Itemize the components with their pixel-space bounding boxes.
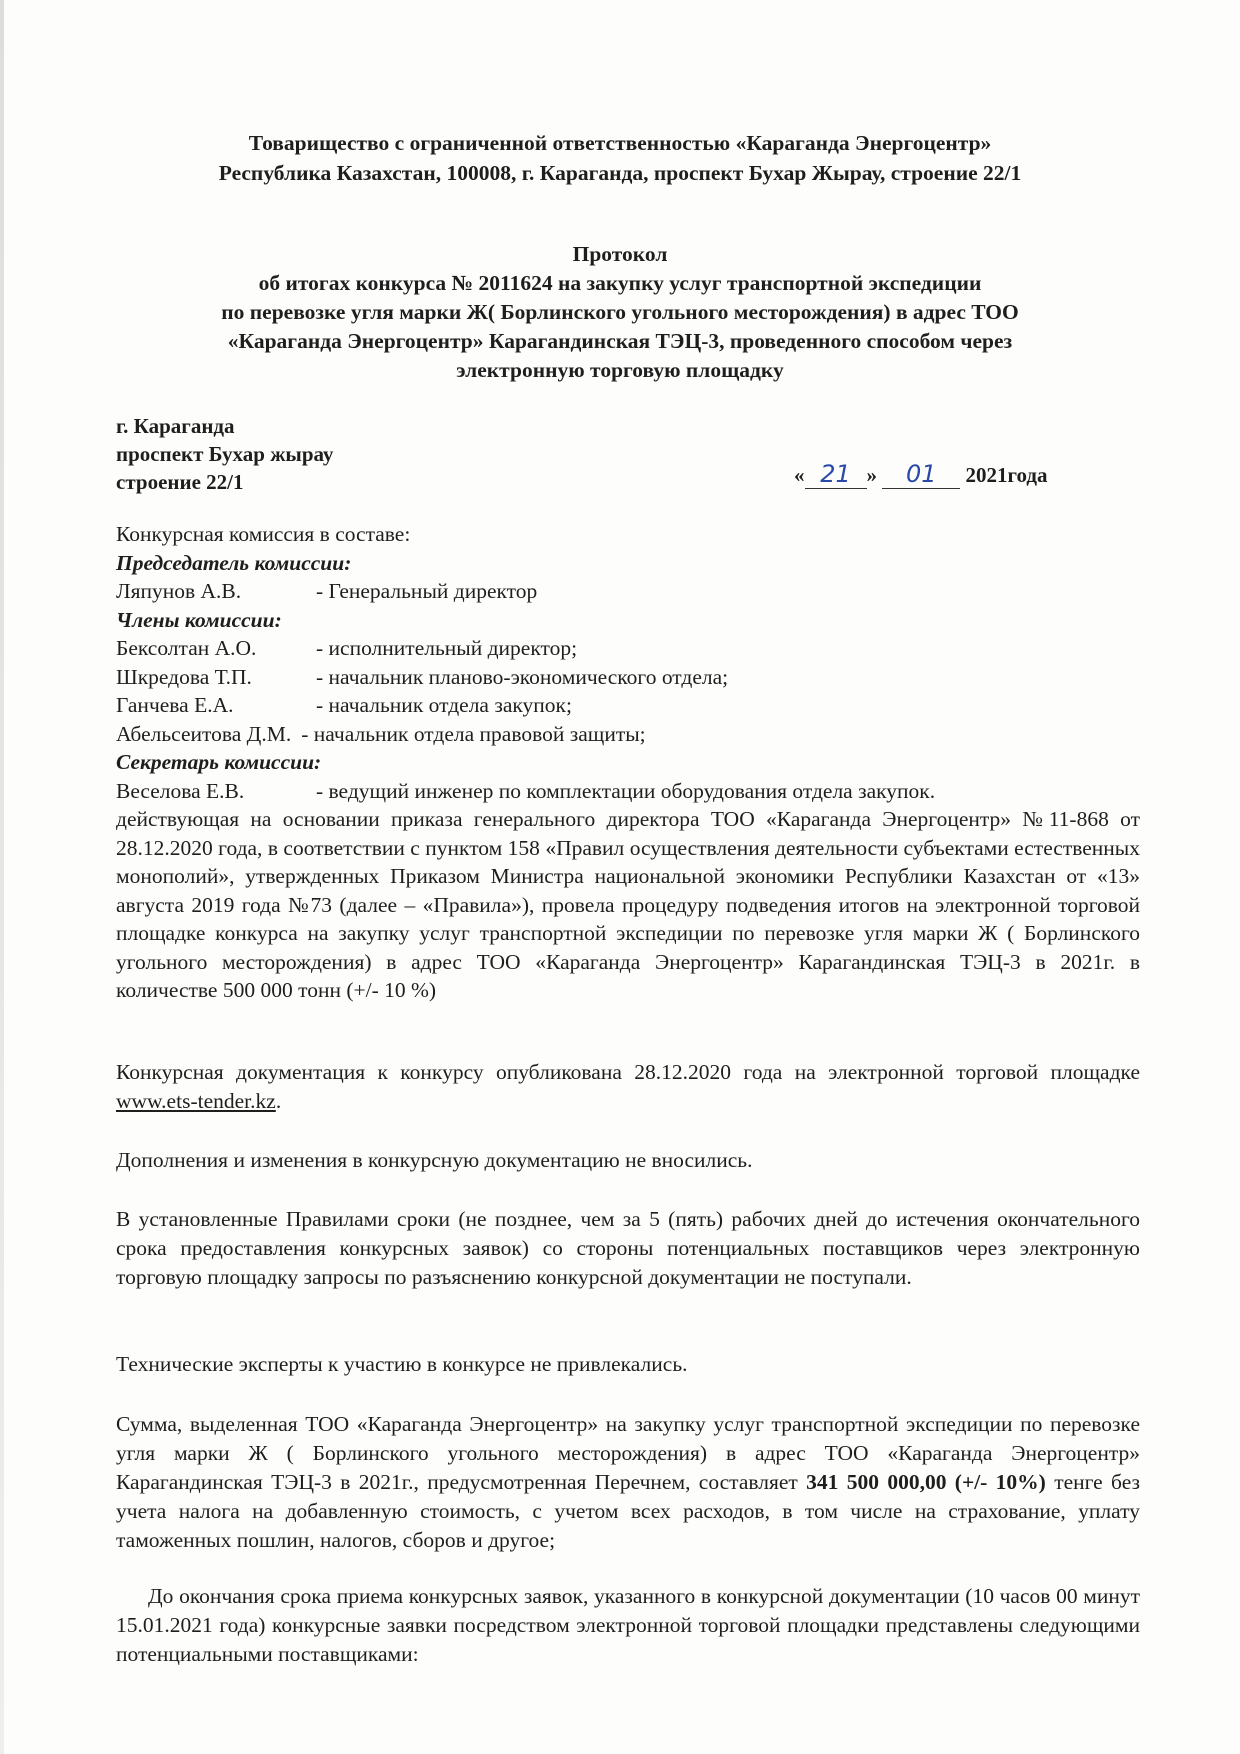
protocol-subtitle-line: электронную торговую площадку <box>456 358 784 382</box>
commission-intro: Конкурсная комиссия в составе: <box>116 522 411 546</box>
protocol-subtitle-line: об итогах конкурса № 2011624 на закупку услуг транспортной экспедиции <box>258 271 982 295</box>
member-name: Бексолтан А.О. <box>116 636 257 660</box>
protocol-heading <box>120 240 1120 385</box>
protocol-date <box>794 460 1048 489</box>
member-name: Ганчева Е.А. <box>116 693 234 717</box>
date-year: 2021года <box>965 463 1048 487</box>
member-role: - начальник отдела закупок; <box>316 693 572 717</box>
published-text: Конкурсная документация к конкурсу опубликована 28.12.2020 года на электронной торговой площадке <box>116 1060 1140 1084</box>
member-row <box>116 691 1140 720</box>
date-month: 01 <box>882 460 960 489</box>
place-block <box>116 412 333 496</box>
members-heading: Члены комиссии: <box>116 607 282 632</box>
secretary-role: - ведущий инженер по комплектации оборудования отдела закупок. <box>316 778 936 803</box>
requests-paragraph: В установленные Правилами сроки (не позднее, чем за 5 (пять) рабочих дней до истечения окончательного срока предоставления конкурсных заявок) со стороны потенциальных поставщиков через электронную торговую площадку запросы по разъяснению конкурсной документации не поступали. <box>116 1207 1140 1289</box>
org-address-line: Республика Казахстан, 100008, г. Караганда, проспект Бухар Жырау, строение 22/1 <box>218 161 1022 185</box>
member-role: - исполнительный директор; <box>316 636 578 660</box>
chair-row <box>116 577 1140 606</box>
chair-role: - Генеральный директор <box>316 579 538 603</box>
org-name-line: Товарищество с ограниченной ответственностью «Караганда Энергоцентр» <box>248 131 992 155</box>
sum-amount: 341 500 000,00 (+/- 10%) <box>806 1470 1046 1494</box>
secretary-heading: Секретарь комиссии: <box>116 750 322 774</box>
date-day: 21 <box>805 460 867 489</box>
place-city: г. Караганда <box>116 414 235 438</box>
sum-text-before: Сумма, выделенная ТОО «Караганда Энергоцентр» на закупку услуг транспортной экспедиции по перевозке угля марки Ж ( Борлинского угольного месторождения) в адрес ТОО «Караганда Энергоцентр» Карагандинская ТЭЦ-3 в 2021г., предусмотренная Перечнем, составляет <box>116 1412 1140 1494</box>
published-paragraph <box>116 1058 1140 1116</box>
protocol-title: Протокол <box>572 242 668 266</box>
sum-paragraph <box>116 1410 1140 1555</box>
protocol-subtitle-line: по перевозке угля марки Ж( Борлинского угольного месторождения) в адрес ТОО <box>221 300 1019 324</box>
member-row <box>116 663 1140 692</box>
chair-name: Ляпунов А.В. <box>116 579 242 603</box>
place-street: проспект Бухар жырау <box>116 442 334 466</box>
date-open-quote: « <box>794 463 805 487</box>
member-row <box>116 634 1140 663</box>
experts-paragraph: Технические эксперты к участию в конкурсе не привлекались. <box>116 1352 688 1376</box>
member-role: - начальник планово-экономического отдела; <box>316 664 729 689</box>
member-row <box>116 720 1140 749</box>
chair-heading: Председатель комиссии: <box>116 550 352 575</box>
member-name: Шкредова Т.П. <box>116 664 252 689</box>
member-name: Абельсеитова Д.М. <box>116 721 292 746</box>
published-end: . <box>275 1089 282 1113</box>
sum-text-after: тенге без учета налога на добавленную стоимость, с учетом всех расходов, в том числе на страхование, уплату таможенных пошлин, налогов, сборов и другое; <box>116 1470 1141 1552</box>
organization-header <box>120 128 1120 188</box>
secretary-name: Веселова Е.В. <box>116 778 245 803</box>
commission-block <box>116 520 1140 1005</box>
commission-basis-paragraph: действующая на основании приказа генерального директора ТОО «Караганда Энергоцентр» №11-868 от 28.12.2020 года, в соответствии с пунктом 158 «Правил осуществления деятельности субъектами естественных монополий», утвержденных Приказом Министра национальной экономики Республики Казахстан от «13» августа 2019 года №73 (далее – «Правила»), провела процедуру подведения итогов на электронной торговой площадке конкурса на закупку услуг транспортной экспедиции по перевозке угля марки Ж ( Борлинского угольного месторождения) в адрес ТОО «Караганда Энергоцентр» Карагандинская ТЭЦ-3 в 2021г. в количестве 500 000 тонн (+/- 10 %) <box>116 807 1140 1002</box>
changes-paragraph: Дополнения и изменения в конкурсную документацию не вносились. <box>116 1148 753 1172</box>
protocol-subtitle-line: «Караганда Энергоцентр» Карагандинская ТЭЦ-3, проведенного способом через <box>227 329 1013 353</box>
tender-site-link[interactable]: www.ets-tender.kz <box>116 1089 276 1113</box>
place-building: строение 22/1 <box>116 470 244 494</box>
secretary-row <box>116 777 1140 806</box>
date-close-quote: » <box>866 463 877 487</box>
deadline-paragraph: До окончания срока приема конкурсных заявок, указанного в конкурсной документации (10 часов 00 минут 15.01.2021 года) конкурсные заявки посредством электронной торговой площадки представлены следующими потенциальными поставщиками: <box>116 1584 1140 1666</box>
scan-edge-shadow <box>0 0 4 1754</box>
member-role: - начальник отдела правовой защиты; <box>301 721 646 746</box>
